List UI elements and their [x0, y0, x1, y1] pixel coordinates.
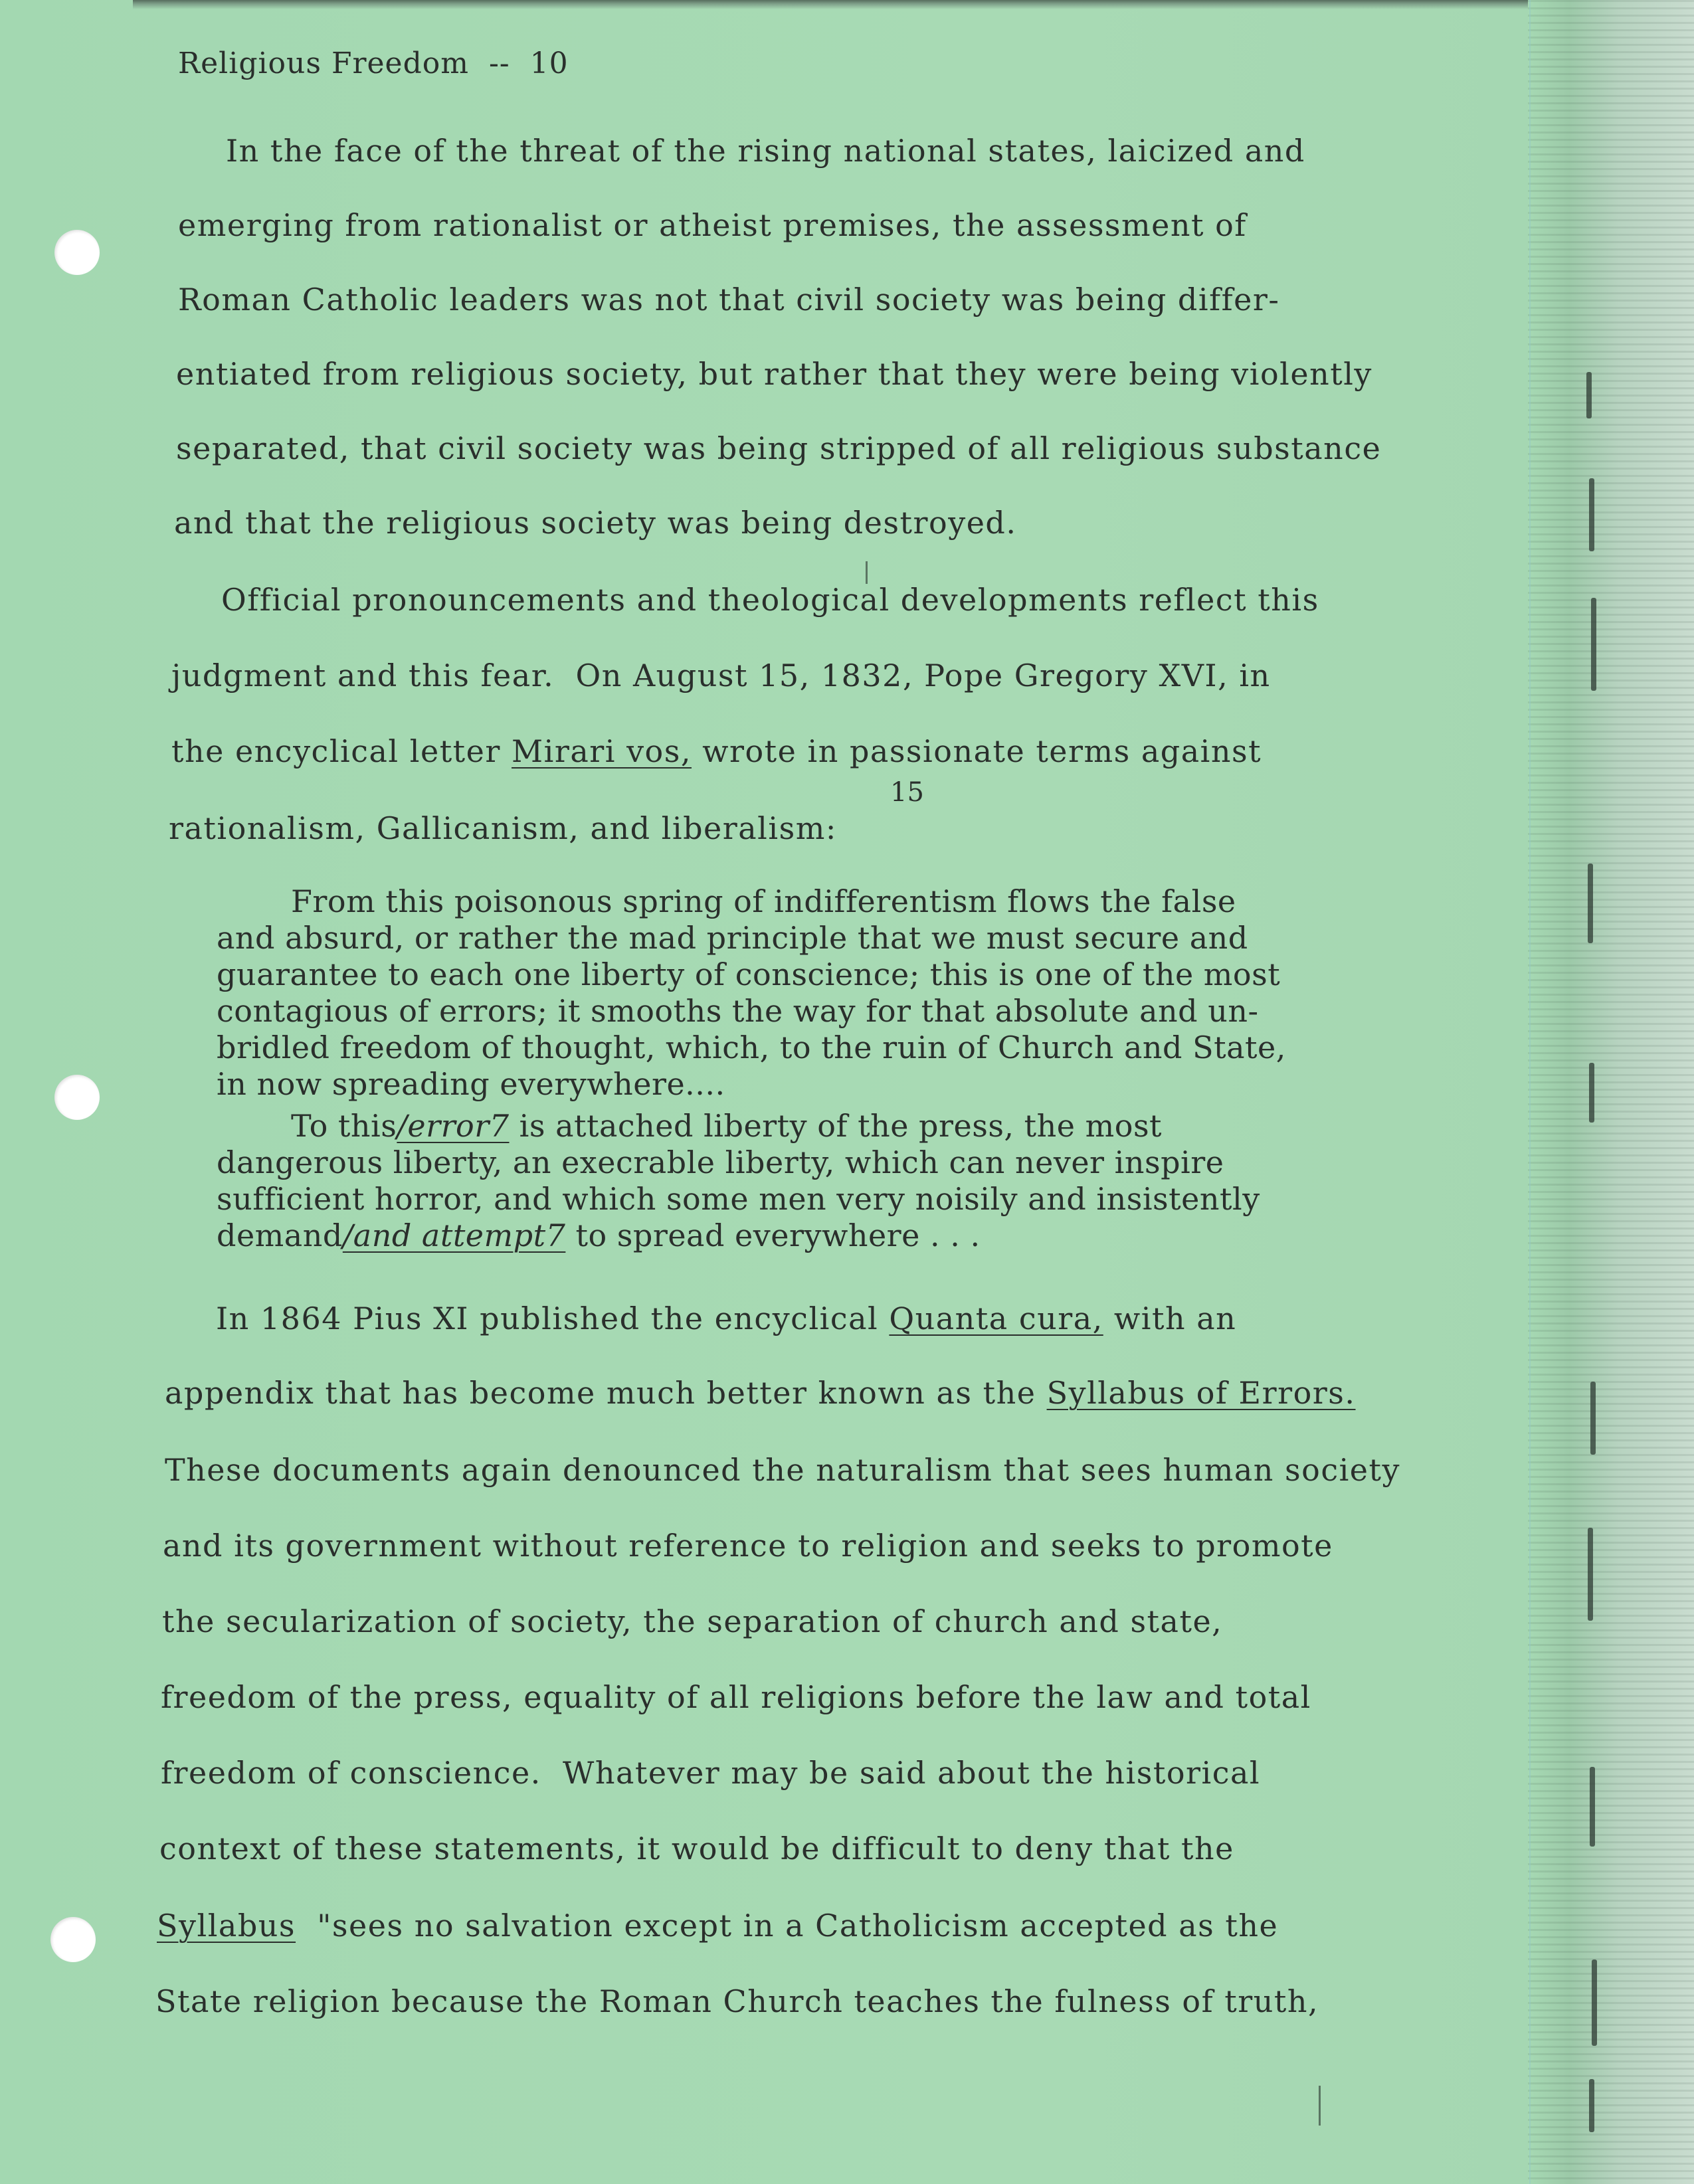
stray-mark — [866, 561, 868, 584]
document-title: Syllabus of Errors. — [1046, 1375, 1356, 1411]
text: is attached liberty of the press, the most — [509, 1108, 1163, 1144]
body-line: and that the religious society was being destroyed. — [174, 505, 1017, 541]
margin-mark — [1589, 1063, 1594, 1123]
body-line — [165, 1375, 1356, 1411]
margin-mark — [1588, 864, 1593, 943]
quote-line — [217, 1218, 981, 1253]
text: demand — [217, 1218, 343, 1253]
encyclical-title: Quanta cura, — [889, 1301, 1103, 1336]
body-line: These documents again denounced the naturalism that sees human society — [165, 1452, 1400, 1488]
quote-line: From this poisonous spring of indifferentism flows the false — [291, 883, 1236, 919]
body-line: Roman Catholic leaders was not that civil society was being differ- — [178, 282, 1280, 318]
margin-mark — [1590, 1382, 1596, 1455]
footnote-number: 15 — [890, 777, 924, 808]
text: the encyclical letter — [171, 733, 512, 769]
body-line: the secularization of society, the separation of church and state, — [162, 1603, 1223, 1639]
body-line: freedom of conscience. Whatever may be said about the historical — [161, 1755, 1261, 1791]
body-line: separated, that civil society was being stripped of all religious substance — [176, 430, 1382, 466]
quote-line: sufficient horror, and which some men very noisily and insistently — [217, 1181, 1260, 1217]
bracketed-insertion: /and attempt7 — [342, 1218, 566, 1253]
body-line — [216, 1301, 1236, 1336]
body-line: In the face of the threat of the rising national states, laicized and — [226, 133, 1305, 169]
text: In 1864 Pius XI published the encyclical — [216, 1301, 890, 1336]
body-line: State religion because the Roman Church teaches the fulness of truth, — [155, 1983, 1319, 2019]
body-line: Official pronouncements and theological developments reflect this — [221, 582, 1319, 618]
stray-mark — [1319, 2086, 1321, 2126]
margin-mark — [1589, 478, 1594, 551]
quote-line: dangerous liberty, an execrable liberty, which can never inspire — [217, 1144, 1224, 1180]
binder-hole — [54, 1075, 100, 1120]
binder-hole — [54, 230, 100, 275]
quote-line: guarantee to each one liberty of conscience; this is one of the most — [217, 956, 1281, 992]
text: to spread everywhere . . . — [565, 1218, 981, 1253]
body-line — [171, 733, 1262, 769]
body-line: freedom of the press, equality of all religions before the law and total — [161, 1679, 1311, 1715]
body-line: judgment and this fear. On August 15, 1832, Pope Gregory XVI, in — [171, 658, 1271, 693]
margin-mark — [1592, 1959, 1597, 2046]
margin-mark — [1588, 1528, 1593, 1621]
quote-line — [291, 1108, 1162, 1144]
paper-fold-line — [1529, 0, 1531, 2184]
body-line — [157, 1908, 1278, 1944]
encyclical-title: Mirari vos, — [512, 733, 692, 769]
margin-mark — [1591, 598, 1596, 691]
text: To this — [291, 1108, 397, 1144]
quote-line: contagious of errors; it smooths the way for that absolute and un- — [217, 993, 1259, 1029]
body-line: emerging from rationalist or atheist premises, the assessment of — [178, 207, 1247, 243]
binder-hole — [50, 1917, 96, 1962]
bracketed-insertion: /error7 — [397, 1108, 510, 1144]
text: with an — [1103, 1301, 1237, 1336]
scan-right-margin — [1528, 0, 1694, 2184]
margin-mark — [1586, 372, 1592, 418]
text: "sees no salvation except in a Catholicism accepted as the — [296, 1908, 1279, 1944]
body-line: rationalism, Gallicanism, and liberalism: — [169, 810, 837, 846]
text: wrote in passionate terms against — [691, 733, 1262, 769]
body-line: context of these statements, it would be difficult to deny that the — [159, 1831, 1234, 1866]
body-line: entiated from religious society, but rather that they were being violently — [176, 356, 1372, 392]
quote-line: and absurd, or rather the mad principle that we must secure and — [217, 920, 1248, 956]
document-title: Syllabus — [157, 1908, 296, 1944]
quote-line: bridled freedom of thought, which, to the ruin of Church and State, — [217, 1030, 1286, 1065]
page-header: Religious Freedom -- 10 — [178, 46, 569, 80]
text: appendix that has become much better known as the — [165, 1375, 1047, 1411]
margin-mark — [1590, 1767, 1595, 1847]
scan-top-edge — [133, 0, 1694, 9]
body-line: and its government without reference to religion and seeks to promote — [163, 1528, 1333, 1564]
margin-mark — [1589, 2079, 1594, 2132]
quote-line: in now spreading everywhere.... — [217, 1066, 725, 1102]
